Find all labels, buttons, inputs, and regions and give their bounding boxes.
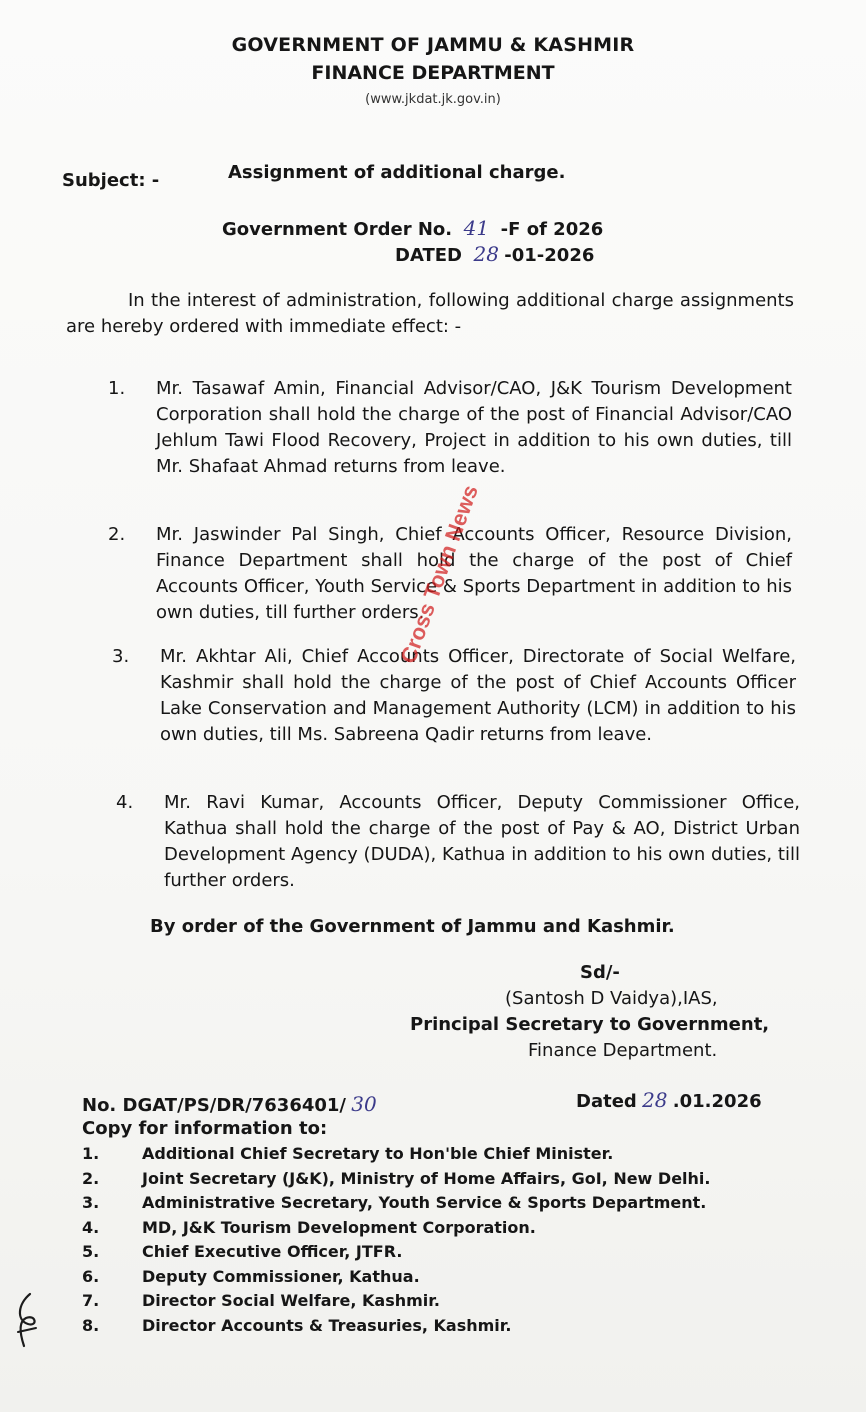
dated-suffix: -01-2026: [504, 245, 595, 266]
item-number: 4.: [116, 792, 134, 813]
reference-number: [82, 1092, 382, 1116]
order-prefix: Government Order No.: [222, 219, 453, 240]
signature-sd: Sd/-: [580, 962, 620, 983]
dated-day-handwritten: 28: [473, 242, 499, 266]
copy-number: 4.: [82, 1217, 100, 1237]
list-item: [82, 1191, 802, 1216]
signatory-department: Finance Department.: [528, 1040, 718, 1061]
copy-recipient: Deputy Commissioner, Kathua.: [142, 1266, 420, 1286]
copy-recipient: Joint Secretary (J&K), Ministry of Home Affairs, GoI, New Delhi.: [142, 1168, 711, 1188]
item-text: Mr. Akhtar Ali, Chief Accounts Officer, Directorate of Social Welfare, Kashmir shall hold the charge of the post of Chief Accounts Officer Lake Conservation and Management Authority (LCM) in addition to his own duties, till Ms. Sabreena Qadir returns from leave.: [160, 646, 796, 745]
copy-recipient: Administrative Secretary, Youth Service & Sports Department.: [142, 1193, 707, 1212]
copy-recipient: Chief Executive Officer, JTFR.: [142, 1242, 403, 1261]
copy-number: 5.: [82, 1242, 100, 1261]
signatory-title: Principal Secretary to Government,: [410, 1014, 770, 1035]
list-item: [82, 1240, 802, 1265]
copy-number: 1.: [82, 1144, 100, 1163]
signatory-name: (Santosh D Vaidya),IAS,: [505, 988, 718, 1009]
intro-paragraph: [66, 288, 794, 340]
list-item: [82, 1314, 802, 1339]
order-number-line: [222, 216, 603, 240]
item-text: Mr. Jaswinder Pal Singh, Chief Accounts Officer, Resource Division, Finance Department shall hold the charge of the post of Chief Accounts Officer, Youth Service & Sports Department in addition to his own duties, till further orders.: [156, 524, 792, 623]
reference-handwritten-number: 30: [351, 1092, 377, 1116]
copy-number: 2.: [82, 1168, 100, 1188]
dated-prefix: DATED: [395, 245, 462, 266]
item-number: 3.: [112, 646, 130, 667]
reference-day-handwritten: 28: [642, 1088, 668, 1112]
copy-recipient: Director Accounts & Treasuries, Kashmir.: [142, 1315, 512, 1335]
copy-number: 7.: [82, 1291, 100, 1310]
reference-dated-prefix: Dated: [576, 1091, 637, 1112]
order-date-line: [395, 242, 594, 266]
watermark-text: Cross Town News: [395, 481, 483, 667]
reference-date: [576, 1088, 762, 1112]
item-text: Mr. Tasawaf Amin, Financial Advisor/CAO, J&K Tourism Development Corporation shall hold the charge of the post of Financial Advisor/CAO Jehlum Tawi Flood Recovery, Project in addition to his own duties, till Mr. Shafaat Ahmad returns from leave.: [156, 378, 792, 477]
intro-text: In the interest of administration, following additional charge assignments are hereby ordered with immediate effect: -: [66, 290, 794, 337]
item-number: 2.: [108, 524, 126, 545]
list-item: [82, 1265, 802, 1290]
handwritten-margin-mark: [8, 1290, 48, 1350]
website-text: (www.jkdat.jk.gov.in): [365, 92, 501, 107]
department-title: FINANCE DEPARTMENT: [311, 62, 555, 84]
item-number: 1.: [108, 378, 126, 399]
subject-label: Subject: -: [62, 170, 160, 191]
order-number-handwritten: 41: [463, 216, 490, 240]
item-text: Mr. Ravi Kumar, Accounts Officer, Deputy Commissioner Office, Kathua shall hold the charge of the post of Pay & AO, District Urban Development Agency (DUDA), Kathua in addition to his own duties, till further orders.: [164, 792, 800, 891]
reference-prefix: No. DGAT/PS/DR/7636401/: [82, 1095, 346, 1116]
by-order-line: By order of the Government of Jammu and Kashmir.: [150, 916, 675, 937]
copy-recipient: Director Social Welfare, Kashmir.: [142, 1291, 440, 1310]
copy-heading: Copy for information to:: [82, 1118, 328, 1139]
copy-number: 3.: [82, 1193, 100, 1212]
list-item: [82, 1167, 802, 1192]
copy-number: 8.: [82, 1315, 100, 1335]
copy-number: 6.: [82, 1266, 100, 1286]
subject-text: Assignment of additional charge.: [228, 162, 566, 183]
government-title: GOVERNMENT OF JAMMU & KASHMIR: [231, 34, 635, 56]
order-suffix: -F of 2026: [500, 219, 604, 240]
copy-recipient: MD, J&K Tourism Development Corporation.: [142, 1217, 536, 1237]
copy-recipient: Additional Chief Secretary to Hon'ble Chief Minister.: [142, 1144, 614, 1163]
copy-list: [82, 1142, 802, 1338]
list-item: [82, 1142, 802, 1167]
list-item: [82, 1289, 802, 1314]
list-item: [82, 1216, 802, 1241]
reference-dated-suffix: .01.2026: [672, 1091, 762, 1112]
